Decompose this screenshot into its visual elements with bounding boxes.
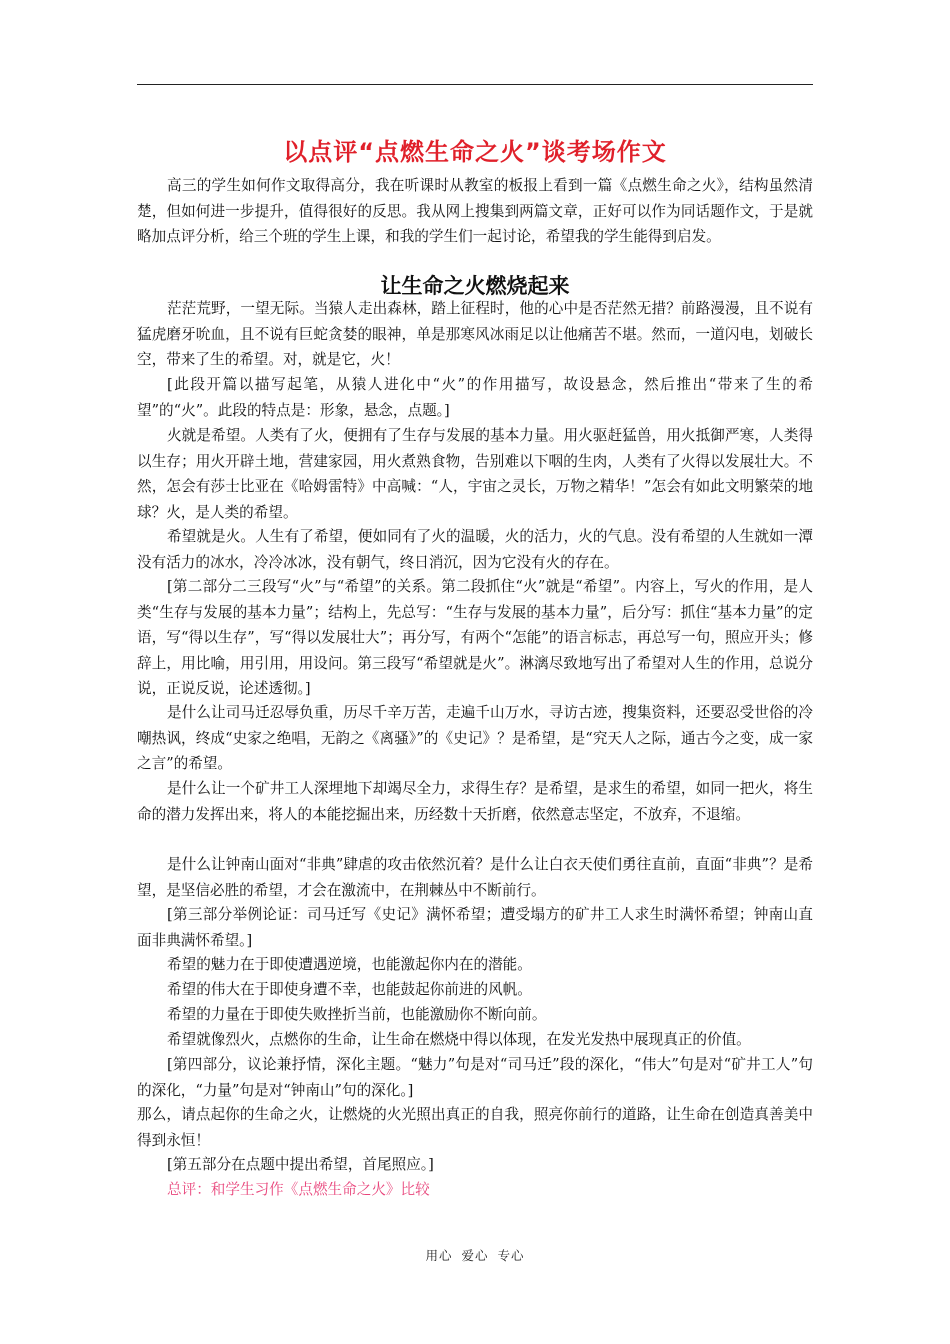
essay-title: 让生命之火燃烧起来 [380, 274, 570, 298]
essay-paragraph-11: 那么，请点起你的生命之火，让燃烧的火光照出真正的自我，照亮你前行的道路，让生命在创造真善美中得到永恒！ [137, 1106, 813, 1149]
summary-heading: 总评：和学生习作《点燃生命之火》比较 [167, 1181, 430, 1198]
essay-paragraph-8: 希望的伟大在于即使身遭不幸，也能鼓起你前进的风帆。 [167, 981, 532, 998]
page-title: 以点评“点燃生命之火”谈考场作文 [283, 138, 667, 166]
comment-paragraph-1: [此段开篇以描写起笔，从猿人进化中“火”的作用描写，故设悬念，然后推出“带来了生的希望”的“火”。此段的特点是：形象，悬念，点题。] [137, 376, 813, 419]
intro-paragraph: 高三的学生如何作文取得高分，我在听课时从教室的板报上看到一篇《点燃生命之火》，结构虽然清楚，但如何进一步提升，值得很好的反思。我从网上搜集到两篇文章，正好可以作为同话题作文，于是就略加点评分析，给三个班的学生上课，和我的学生们一起讨论，希望我的学生能得到启发。 [137, 177, 813, 245]
essay-paragraph-3: 希望就是火。人生有了希望，便如同有了火的温暖，火的活力，火的气息。没有希望的人生就如一潭没有活力的冰水，冷冷冰冰，没有朝气，终日消沉，因为它没有火的存在。 [137, 528, 813, 571]
essay-paragraph-10: 希望就像烈火，点燃你的生命，让生命在燃烧中得以体现，在发光发热中展现真正的价值。 [167, 1031, 751, 1048]
comment-paragraph-2: [第二部分二三段写“火”与“希望”的关系。第二段抓住“火”就是“希望”。内容上，写火的作用，是人类“生存与发展的基本力量”；结构上，先总写：“生存与发展的基本力量”，后分写：抓住“基本力量”的定语，写“得以生存”，写“得以发展壮大”；再分写，有两个“怎能”的语言标志，再总写一句，照应开头；修辞上，用比喻，用引用，用设问。第三段写“希望就是火”。淋漓尽致地写出了希望对人生的作用，总说分说，正说反说，论述透彻。] [137, 578, 813, 697]
page-footer: 用心 爱心 专心 [425, 1248, 525, 1263]
essay-paragraph-4: 是什么让司马迁忍辱负重，历尽千辛万苦，走遍千山万水，寻访古迹，搜集资料，还要忍受世俗的冷嘲热讽，终成“史家之绝唱，无韵之《离骚》”的《史记》？是希望，是“究天人之际，通古今之变，成一家之言”的希望。 [137, 704, 813, 772]
essay-paragraph-7: 希望的魅力在于即使遭遇逆境，也能激起你内在的潜能。 [167, 956, 532, 973]
essay-paragraph-5: 是什么让一个矿井工人深埋地下却竭尽全力，求得生存？是希望，是求生的希望，如同一把火，将生命的潜力发挥出来，将人的本能挖掘出来，历经数十天折磨，依然意志坚定，不放弃，不退缩。 [137, 780, 813, 823]
comment-paragraph-3: [第三部分举例论证：司马迁写《史记》满怀希望；遭受塌方的矿井工人求生时满怀希望；钟南山直面非典满怀希望。] [137, 906, 813, 949]
essay-paragraph-9: 希望的力量在于即使失败挫折当前，也能激励你不断向前。 [167, 1006, 547, 1023]
comment-paragraph-4: [第四部分，议论兼抒情，深化主题。“魅力”句是对“司马迁”段的深化，“伟大”句是对“矿井工人”句的深化，“力量”句是对“钟南山”句的深化。] [137, 1056, 813, 1099]
essay-paragraph-1: 茫茫荒野，一望无际。当猿人走出森林，踏上征程时，他的心中是否茫然无措？前路漫漫，且不说有猛虎磨牙吮血，且不说有巨蛇贪婪的眼神，单是那寒风冰雨足以让他痛苦不堪。然而，一道闪电，划破长空，带来了生的希望。对，就是它，火！ [137, 300, 813, 368]
comment-paragraph-5: [第五部分在点题中提出希望，首尾照应。] [167, 1156, 434, 1173]
essay-paragraph-6: 是什么让钟南山面对“非典”肆虐的攻击依然沉着？是什么让白衣天使们勇往直前，直面“非典”？是希望，是坚信必胜的希望，才会在激流中，在荆棘丛中不断前行。 [137, 856, 813, 899]
header-rule [137, 84, 813, 85]
essay-paragraph-2: 火就是希望。人类有了火，便拥有了生存与发展的基本力量。用火驱赶猛兽，用火抵御严寒，人类得以生存；用火开辟土地，营建家园，用火煮熟食物，告别难以下咽的生肉，人类有了火得以发展壮大。不然，怎会有莎士比亚在《哈姆雷特》中高喊：“人，宇宙之灵长，万物之精华！”怎会有如此文明繁荣的地球？火，是人类的希望。 [137, 427, 813, 521]
